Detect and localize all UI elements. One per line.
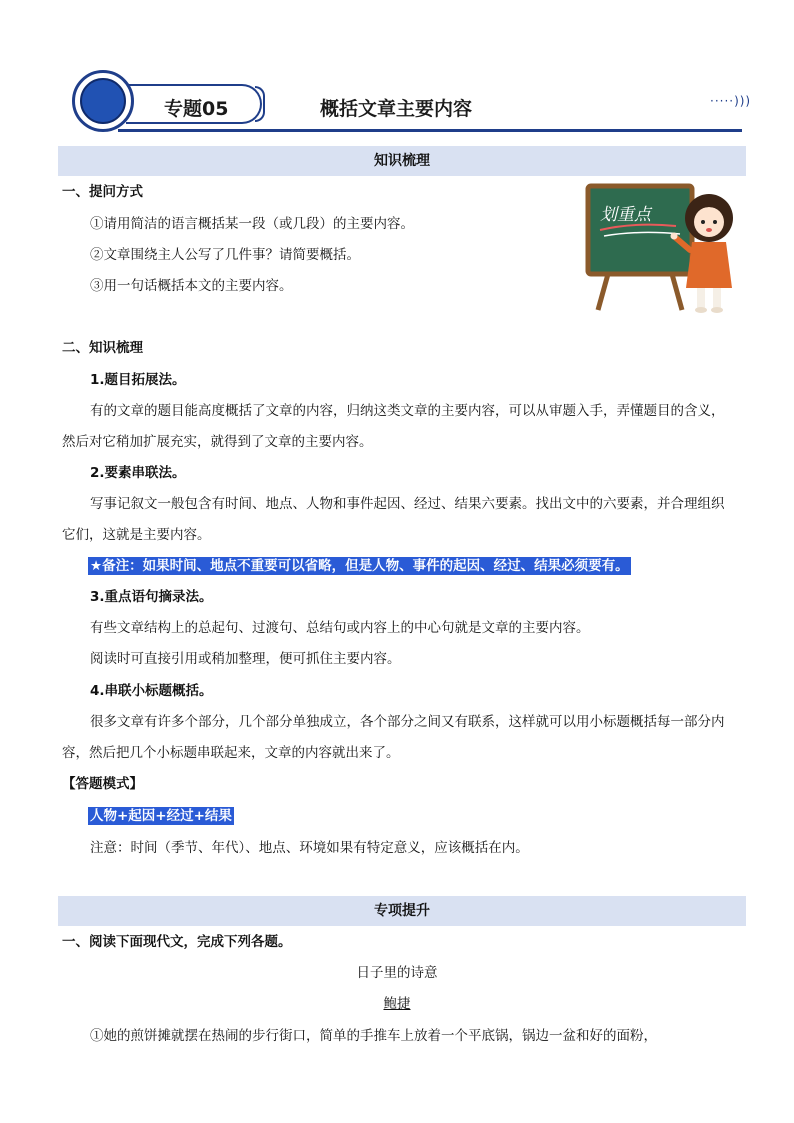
method-1-line-2: 然后对它稍加扩展充实，就得到了文章的主要内容。 <box>62 434 373 450</box>
method-3-line-1: 有些文章结构上的总起句、过渡句、总结句或内容上的中心句就是文章的主要内容。 <box>90 620 590 636</box>
article-paragraph-1: ①她的煎饼摊就摆在热闹的步行街口，简单的手推车上放着一个平底锅，锅边一盆和好的面粉， <box>90 1028 657 1044</box>
header-dots: ·····))) <box>710 94 752 108</box>
heading-knowledge: 二、知识梳理 <box>62 340 143 356</box>
chalkboard-girl-illustration <box>584 180 744 315</box>
header-circle-icon <box>80 78 126 124</box>
method-1-line-1: 有的文章的题目能高度概括了文章的内容，归纳这类文章的主要内容，可以从审题入手，弄懂题目的含义， <box>90 403 725 419</box>
method-4-line-2: 容，然后把几个小标题串联起来，文章的内容就出来了。 <box>62 745 400 761</box>
method-2-line-1: 写事记叙文一般包含有时间、地点、人物和事件起因、经过、结果六要素。找出文中的六要素，并合理组织 <box>90 496 725 512</box>
header-rule <box>118 129 742 132</box>
answer-mode-highlight: 人物+起因+经过+结果 <box>90 808 232 824</box>
method-4-title: 4.串联小标题概括。 <box>90 683 213 699</box>
method-4-line-1: 很多文章有许多个部分，几个部分单独成立，各个部分之间又有联系，这样就可以用小标题概括每一部分内 <box>90 714 725 730</box>
method-3-title: 3.重点语句摘录法。 <box>90 589 213 605</box>
answer-mode-title: 【答题模式】 <box>62 776 143 792</box>
answer-mode-note: 注意：时间（季节、年代）、地点、环境如果有特定意义，应该概括在内。 <box>90 840 529 856</box>
header-pill-edge <box>255 86 265 122</box>
question-item-1: ①请用简洁的语言概括某一段（或几段）的主要内容。 <box>90 216 414 232</box>
chalkboard-label: 划重点 <box>600 205 651 225</box>
section-bar-knowledge: 知识梳理 <box>58 146 746 176</box>
note-highlight: ★备注：如果时间、地点不重要可以省略，但是人物、事件的起因、经过、结果必须要有。 <box>90 558 629 574</box>
page-title: 概括文章主要内容 <box>320 98 473 120</box>
answer-mode-formula <box>88 806 234 826</box>
note-callout <box>88 556 631 576</box>
topic-tag: 专题05 <box>164 98 229 120</box>
method-2-line-2: 它们，这就是主要内容。 <box>62 527 211 543</box>
method-3-line-2: 阅读时可直接引用或稍加整理，便可抓住主要内容。 <box>90 651 401 667</box>
article-title: 日子里的诗意 <box>356 965 438 981</box>
article-author: 鲍捷 <box>383 996 411 1012</box>
method-2-title: 2.要素串联法。 <box>90 465 186 481</box>
question-item-3: ③用一句话概括本文的主要内容。 <box>90 278 293 294</box>
reading-instruction: 一、阅读下面现代文，完成下列各题。 <box>62 934 292 950</box>
chalkboard-text <box>600 205 653 225</box>
section-bar-practice: 专项提升 <box>58 896 746 926</box>
question-item-2: ②文章围绕主人公写了几件事？请简要概括。 <box>90 247 360 263</box>
heading-question-types: 一、提问方式 <box>62 184 143 200</box>
method-1-title: 1.题目拓展法。 <box>90 372 186 388</box>
